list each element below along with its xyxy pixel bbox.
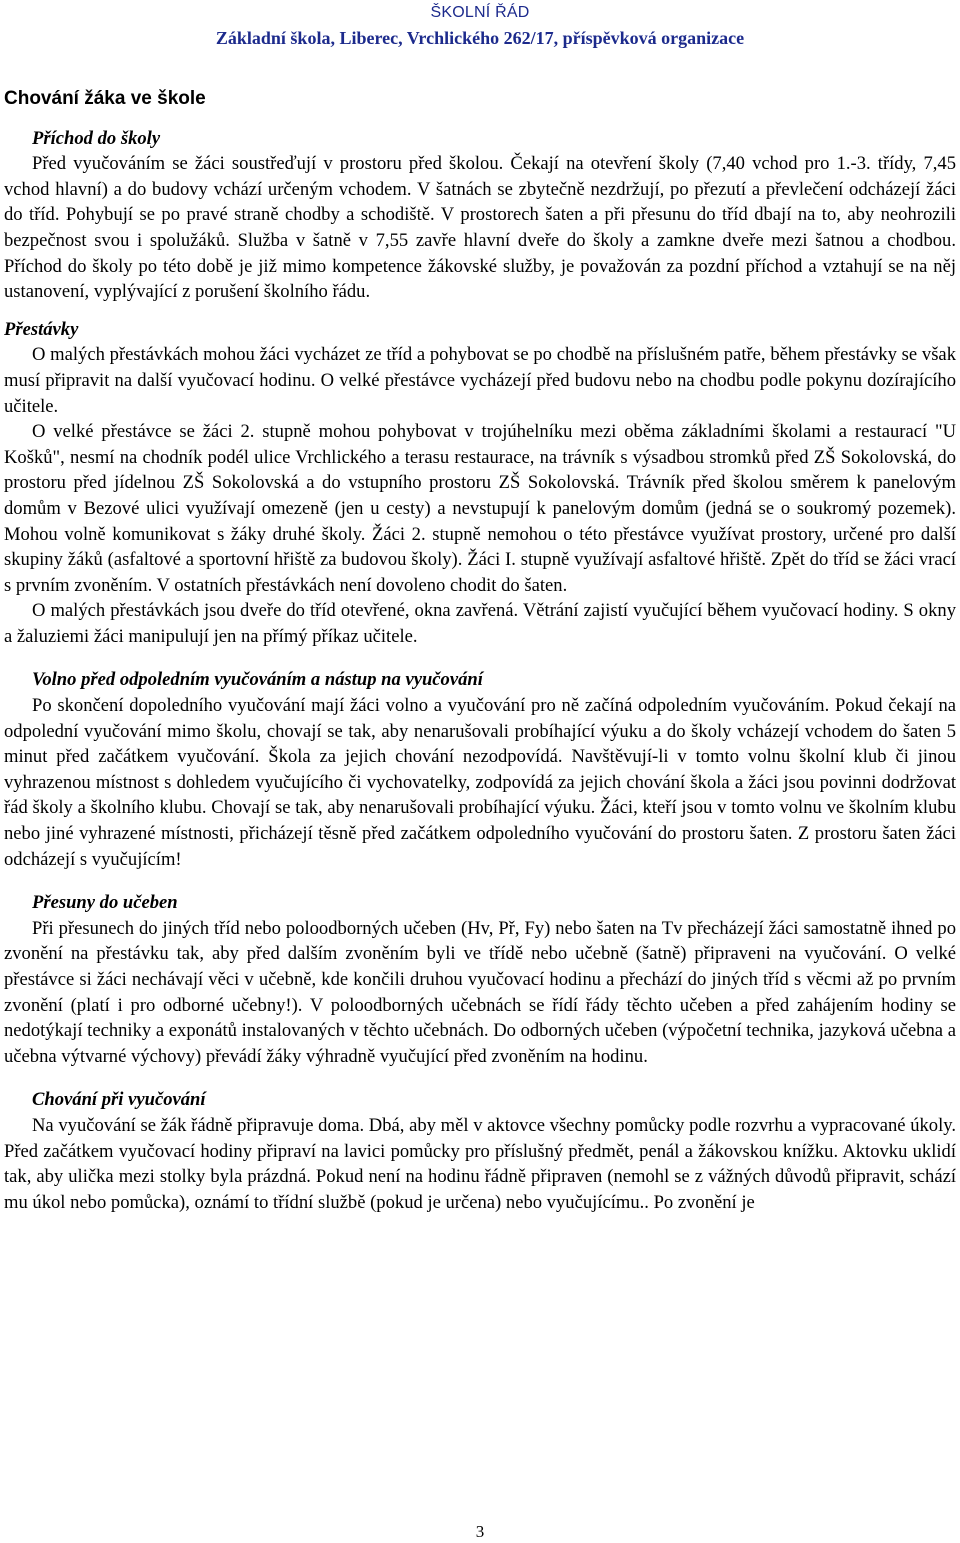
page-number: 3 [475, 1522, 485, 1541]
paragraph-afternoon: Po skončení dopoledního vyučování mají žáci volno a vyučování pro ně začíná odpoledním vyučováním. Pokud čekají na odpolední vyučování mimo školu, chovají se tak, aby nenarušovali probíhající výuku a do školy vcházejí vchodem do šaten 5 minut před začátkem vyučování. Škola za jejich chování nezodpovídá. Navštěvují-li v tomto volnu školní klub či jinou vyhrazenou místnost s dohledem vyučujícího či vychovatelky, zodpovídá za jejich chování škola a žáci jsou povinni dodržovat řád školy a školního klubu. Chovají se tak, aby nenarušovali probíhající výuku. Žáci, kteří jsou v tomto volnu ve školním klubu nebo jiné vyhrazené místnosti, přicházejí těsně před začátkem odpoledního vyučování do prostoru šaten. Z prostoru šaten žáci odcházejí s vyučujícím! [4, 695, 956, 870]
paragraph-breaks-1: O malých přestávkách mohou žáci vycházet ze tříd a pohybovat se po chodbě na příslušném patře, během přestávky se však musí připravit na další vyučovací hodinu. O velké přestávce vycházejí před budovu nebo na chodbu podle pokynu dozírajícího učitele. [4, 344, 956, 417]
section-title-afternoon: Volno před odpoledním vyučováním a nástup na vyučování [32, 669, 483, 691]
main-heading: Chování žáka ve škole [4, 88, 206, 109]
document-body [4, 86, 956, 1215]
paragraph-arrival: Před vyučováním se žáci soustřeďují v prostoru před školou. Čekají na otevření školy (7,40 vchod pro 1.-3. třídy, 7,45 vchod hlavní) a do budovy vchází určeným vchodem. V šatnách se zbytečně nezdržují, po přezutí a převlečení odcházejí žáci do tříd. Pohybují se po pravé straně chodby a schodiště. V prostorech šaten a při přesunu do tříd dbají na to, aby neohrozili bezpečnost svou i spolužáků. Služba v šatně v 7,55 zavře hlavní dveře do školy a zamkne dveře mezi šatnou a chodbou. Příchod do školy po této době je již mimo kompetence žákovské služby, je považován za pozdní příchod a vztahují se na něj ustanovení, vyplývající z porušení školního řádu. [4, 153, 956, 303]
header-doc-type: ŠKOLNÍ ŘÁD [430, 4, 530, 21]
paragraph-lesson: Na vyučování se žák řádně připravuje doma. Dbá, aby měl v aktovce všechny pomůcky podle rozvrhu a vypracované úkoly. Před začátkem vyučovací hodiny připraví na lavici pomůcky pro příslušný předmět, penál a žákovskou knížku. Aktovku uklidí tak, aby ulička mezi stolky byla prázdná. Pokud není na hodinu řádně připraven (nemohl se z vážných důvodů připravit, schází mu úkol nebo pomůcka), oznámí to třídní službě (pokud je určena) nebo vyučujícímu.. Po zvonění je [4, 1114, 956, 1213]
section-title-breaks: Přestávky [4, 318, 79, 340]
section-title-lesson: Chování při vyučování [32, 1089, 206, 1111]
section-title-moves: Přesuny do učeben [32, 892, 178, 914]
paragraph-moves: Při přesunech do jiných tříd nebo poloodborných učeben (Hv, Př, Fy) nebo šaten na Tv přecházejí žáci samostatně ihned po zvonění na přestávku tak, aby před dalším zvoněním byli ve třídě nebo učebně (šatně) připraveni na vyučování. O velké přestávce si žáci nechávají věci v učebně, kde končili druhou vyučovací hodinu a přechází do jiných tříd s věcmi až po prvním zvonění (platí i pro odborné učebny!). V poloodborných učebnách se řídí řády těchto učeben a před zahájením hodiny se nedotýkají techniky a exponátů instalovaných v těchto učebnách. Do odborných učeben (výpočetní technika, jazyková učebna a učebna výtvarné výchovy) převádí žáky výhradně vyučující před zvoněním na hodinu. [4, 917, 956, 1067]
section-title-arrival: Příchod do školy [32, 127, 161, 149]
header-school-name: Základní škola, Liberec, Vrchlického 262/17, příspěvková organizace [215, 28, 745, 48]
paragraph-breaks-3: O malých přestávkách jsou dveře do tříd otevřené, okna zavřená. Větrání zajistí vyučující během vyučovací hodiny. S okny a žaluziemi žáci manipulují jen na přímý příkaz učitele. [4, 600, 956, 647]
paragraph-breaks-2: O velké přestávce se žáci 2. stupně mohou pohybovat v trojúhelníku mezi oběma základními školami a restaurací "U Košků", nesmí na chodník podél ulice Vrchlického a terasu restaurace, na trávník s výsadbou stromků před ZŠ Sokolovská, do prostoru před jídelnou ZŠ Sokolovská a do vstupního prostoru ZŠ Sokolovská. Trávník před školou směrem k panelovým domům v Bezové ulici využívají omezeně (jen u cesty) a nevstupují k panelovým domům (jedná se o soukromý pozemek). Mohou volně komunikovat s žáky druhé školy. Žáci 2. stupně nemohou o této přestávce využívat prostory, určené pro další skupiny žáků (asfaltové a sportovní hřiště za budovou školy). Žáci I. stupně využívají asfaltové hřiště. Zpět do tříd se žáci vrací s prvním zvoněním. V ostatních přestávkách není dovoleno chodit do šaten. [4, 421, 956, 596]
